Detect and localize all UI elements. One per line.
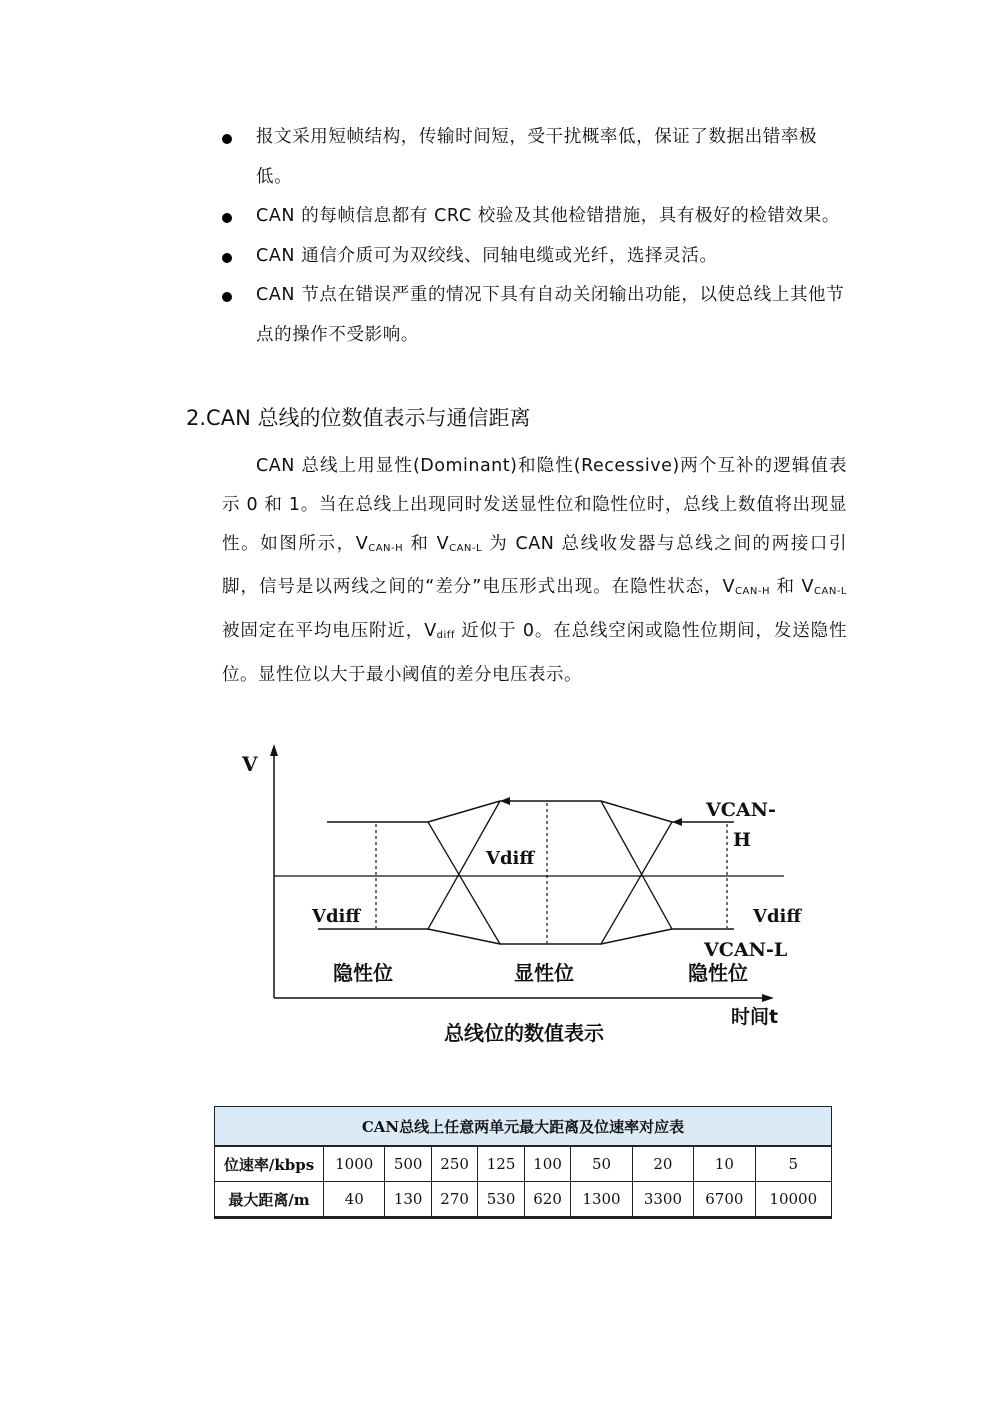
rate-cell: 20 [632, 1146, 693, 1182]
x-axis-arrow-icon [762, 994, 774, 1002]
rate-cell: 1000 [324, 1146, 385, 1182]
rate-distance-table [214, 1106, 832, 1219]
rate-distance-table-container [214, 1106, 832, 1219]
distance-cell: 270 [431, 1182, 477, 1218]
vcan-h-label: VCAN- [706, 799, 776, 821]
vcan-h-label: H [733, 829, 751, 851]
vcan-h-waveform [327, 801, 734, 822]
subscript: CAN-H [735, 586, 770, 598]
x-axis-label: 时间t [731, 1006, 779, 1028]
distance-cell: 40 [324, 1182, 385, 1218]
rate-cell: 250 [431, 1146, 477, 1182]
rate-cell: 100 [524, 1146, 570, 1182]
distance-cell: 1300 [571, 1182, 632, 1218]
y-axis-arrow-icon [270, 744, 278, 756]
recessive-right-label: 隐性位 [688, 961, 748, 985]
paragraph-text: 为 CAN 总线收发器与总线之间的两接口引脚，信号是以两线之间的“差分”电压形式出现。在隐性状态，V [222, 533, 847, 598]
transition-line [428, 822, 500, 944]
bullet-text: CAN 通信介质可为双绞线、同轴电缆或光纤，选择灵活。 [256, 245, 718, 266]
table-row [215, 1146, 832, 1182]
bullet-text: 报文采用短帧结构，传输时间短，受干扰概率低，保证了数据出错率极低。 [256, 127, 818, 187]
distance-cell: 130 [385, 1182, 431, 1218]
dominant-label: 显性位 [514, 961, 574, 985]
distance-cell: 620 [524, 1182, 570, 1218]
table-row [215, 1182, 832, 1218]
subscript: diff [436, 630, 455, 642]
vcan-l-waveform [318, 929, 734, 944]
rate-cell: 10 [694, 1146, 755, 1182]
distance-cell: 3300 [632, 1182, 693, 1218]
rate-cell: 5 [755, 1146, 831, 1182]
paragraph-text: CAN 总线上用显性(Dominant)和隐性(Recessive)两个互补的逻辑值表示 0 和 1。当在总线上出现同时发送显性位和隐性位时，总线上数值将出现显性。如图所示，V [222, 456, 847, 554]
vdiff-center-label: Vdiff [486, 848, 535, 869]
arrowhead-icon [672, 818, 682, 826]
transition-line [601, 822, 672, 944]
subscript: CAN-L [449, 542, 483, 554]
paragraph-text: 和 V [403, 533, 450, 554]
arrowhead-icon [500, 797, 510, 805]
recessive-left-label: 隐性位 [333, 961, 393, 985]
distance-cell: 530 [478, 1182, 524, 1218]
table-title: CAN总线上任意两单元最大距离及位速率对应表 [215, 1107, 832, 1147]
subscript: CAN-H [368, 542, 404, 554]
rate-cell: 125 [478, 1146, 524, 1182]
transition-line [601, 801, 672, 929]
vdiff-left-label: Vdiff [312, 906, 361, 927]
vcan-l-label: VCAN-L [704, 939, 788, 961]
distance-cell: 6700 [694, 1182, 755, 1218]
bullet-text: CAN 节点在错误严重的情况下具有自动关闭输出功能，以使总线上其他节点的操作不受影响。 [256, 285, 845, 345]
distance-header-cell: 最大距离/m [215, 1182, 324, 1218]
paragraph-text: 被固定在平均电压附近，V [222, 621, 437, 642]
distance-cell: 10000 [755, 1182, 831, 1218]
rate-cell: 50 [571, 1146, 632, 1182]
paragraph-text: 和 V [769, 577, 815, 598]
subscript: CAN-L [814, 586, 847, 598]
rate-header-cell: 位速率/kbps [215, 1146, 324, 1182]
y-axis-label: V [242, 752, 258, 776]
vdiff-right-label: Vdiff [753, 906, 802, 927]
bullet-text: CAN 的每帧信息都有 CRC 校验及其他检错措施，具有极好的检错效果。 [256, 206, 840, 226]
figure-caption: 总线位的数值表示 [444, 1021, 604, 1045]
section-title: 2.CAN 总线的位数值表示与通信距离 [186, 406, 531, 430]
paragraph-text: 近似于 0。在总线空闲或隐性位期间，发送隐性位。显性位以大于最小阈值的差分电压表示。 [222, 621, 847, 685]
rate-cell: 500 [385, 1146, 431, 1182]
